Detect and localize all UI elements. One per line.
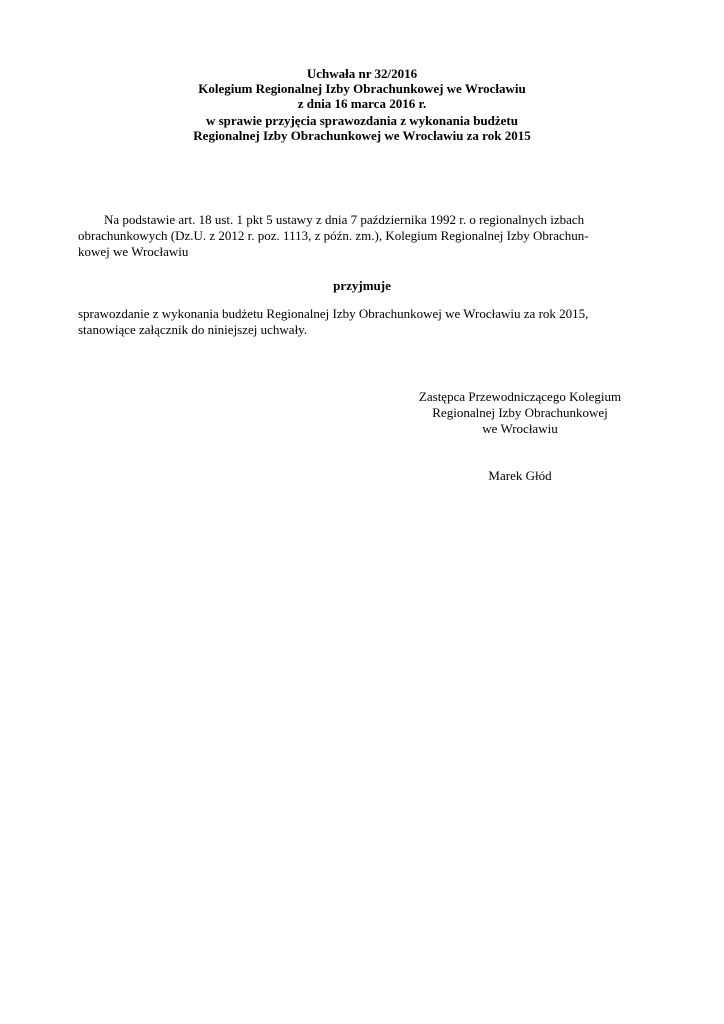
issuing-body: Kolegium Regionalnej Izby Obrachunkowej we Wrocławiu xyxy=(198,81,526,96)
subject-line-2: Regionalnej Izby Obrachunkowej we Wrocławiu za rok 2015 xyxy=(193,128,531,143)
signer-name: Marek Głód xyxy=(488,468,552,483)
legal-basis-paragraph xyxy=(78,212,646,260)
resolution-date: z dnia 16 marca 2016 r. xyxy=(297,96,427,111)
decision-word: przyjmuje xyxy=(333,278,391,293)
resolution-title xyxy=(0,66,724,111)
decision-paragraph xyxy=(78,306,646,338)
decision-line-2: stanowiące załącznik do niniejszej uchwały. xyxy=(78,322,308,337)
signature-title-line-2: Regionalnej Izby Obrachunkowej xyxy=(432,405,608,420)
signature-title-line-3: we Wrocławiu xyxy=(482,421,558,436)
legal-basis-line-2: obrachunkowych (Dz.U. z 2012 r. poz. 1113, z późn. zm.), Kolegium Regionalnej Izby Obrachun- xyxy=(78,228,589,243)
subject-line-1: w sprawie przyjęcia sprawozdania z wykonania budżetu xyxy=(205,113,518,128)
signature-title-line-1: Zastępca Przewodniczącego Kolegium xyxy=(418,389,622,404)
resolution-number: Uchwała nr 32/2016 xyxy=(306,66,418,81)
legal-basis-line-1: Na podstawie art. 18 ust. 1 pkt 5 ustawy z dnia 7 października 1992 r. o regionalnych izbach xyxy=(104,212,585,227)
signature-block xyxy=(380,389,660,437)
resolution-subject xyxy=(0,113,724,143)
legal-basis-line-3: kowej we Wrocławiu xyxy=(78,244,189,259)
decision-line-1: sprawozdanie z wykonania budżetu Regionalnej Izby Obrachunkowej we Wrocławiu za rok 2015, xyxy=(78,306,589,321)
